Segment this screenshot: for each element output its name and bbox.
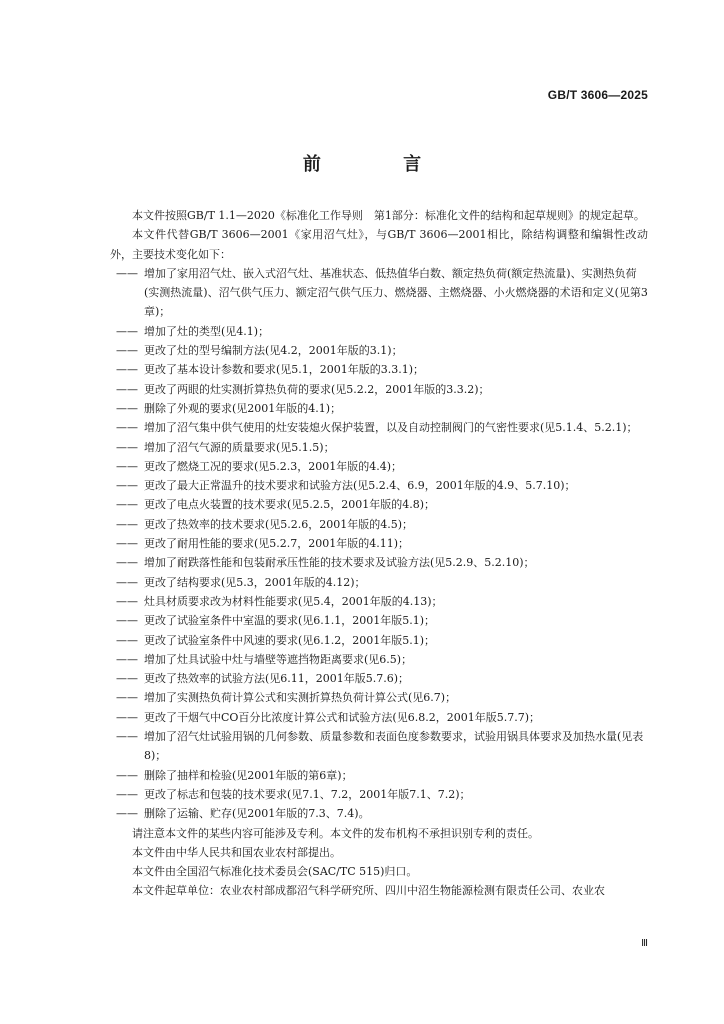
change-list-item — [116, 534, 648, 553]
change-text: 增加了灶具试验中灶与墙壁等遮挡物距离要求(见6.5)； — [144, 652, 413, 666]
closing-paragraph: 本文件起草单位：农业农村部成都沼气科学研究所、四川中沼生物能源检测有限责任公司、农业农 — [132, 884, 605, 898]
change-text: 更改了试验室条件中风速的要求(见6.1.2，2001年版5.1)； — [144, 633, 436, 647]
change-text: 更改了干烟气中CO百分比浓度计算公式和试验方法(见6.8.2，2001年版5.7.7)； — [144, 710, 540, 724]
change-text: 增加了沼气气源的质量要求(见5.1.5)； — [144, 440, 335, 454]
list-dash: —— — [116, 479, 138, 493]
change-list-item — [116, 553, 648, 572]
change-list-item — [116, 476, 648, 495]
list-dash: —— — [116, 594, 138, 608]
list-dash: —— — [116, 537, 138, 551]
change-text: 增加了灶的类型(见4.1)； — [144, 324, 270, 338]
change-text: 更改了燃烧工况的要求(见5.2.3，2001年版的4.4)； — [144, 459, 403, 473]
closing-paragraph: 本文件由全国沼气标准化技术委员会(SAC/TC 515)归口。 — [132, 865, 418, 879]
change-list-item — [116, 399, 648, 418]
change-text: 更改了结构要求(见5.3，2001年版的4.12)； — [144, 575, 366, 589]
change-list-item — [116, 438, 648, 457]
change-text: 更改了标志和包装的技术要求(见7.1、7.2，2001年版7.1、7.2)； — [144, 787, 471, 801]
change-text: 更改了电点火装置的技术要求(见5.2.5，2001年版的4.8)； — [144, 498, 436, 512]
change-list-item — [116, 804, 648, 823]
change-list-item — [116, 727, 648, 766]
change-list-item — [116, 688, 648, 707]
change-text: 增加了耐跌落性能和包装耐承压性能的技术要求及试验方法(见5.2.9、5.2.10)； — [144, 556, 535, 570]
change-list-item — [116, 264, 648, 322]
list-dash: —— — [116, 633, 138, 647]
list-dash: —— — [116, 556, 138, 570]
list-dash: —— — [116, 266, 138, 280]
list-dash: —— — [116, 672, 138, 686]
change-text: 更改了两眼的灶实测折算热负荷的要求(见5.2.2，2001年版的3.3.2)； — [144, 382, 490, 396]
change-list-item — [116, 669, 648, 688]
change-list-item — [116, 785, 648, 804]
closing-paragraph: 本文件由中华人民共和国农业农村部提出。 — [132, 845, 341, 859]
change-text: 增加了沼气灶试验用锅的几何参数、质量参数和表面色度参数要求，试验用锅具体要求及加热水量(见表8)； — [144, 730, 644, 763]
change-list-item — [116, 380, 648, 399]
change-list-item — [116, 631, 648, 650]
list-dash: —— — [116, 440, 138, 454]
change-list-item — [116, 592, 648, 611]
change-list-item — [116, 360, 648, 379]
change-list-item — [116, 341, 648, 360]
change-list-item — [116, 611, 648, 630]
list-dash: —— — [116, 382, 138, 396]
change-list-item — [116, 650, 648, 669]
list-dash: —— — [116, 498, 138, 512]
page-title: 前 言 — [302, 154, 460, 175]
list-dash: —— — [116, 807, 138, 821]
change-text: 更改了热效率的试验方法(见6.11，2001年版5.7.6)； — [144, 672, 410, 686]
change-text: 更改了基本设计参数和要求(见5.1，2001年版的3.3.1)； — [144, 363, 425, 377]
list-dash: —— — [116, 363, 138, 377]
change-text: 删除了外观的要求(见2001年版的4.1)； — [144, 401, 342, 415]
list-dash: —— — [116, 401, 138, 415]
list-dash: —— — [116, 691, 138, 705]
change-text: 更改了试验室条件中室温的要求(见6.1.1，2001年版5.1)； — [144, 614, 436, 628]
change-text: 更改了耐用性能的要求(见5.2.7，2001年版的4.11)； — [144, 537, 410, 551]
list-dash: —— — [116, 710, 138, 724]
list-dash: —— — [116, 517, 138, 531]
change-text: 灶具材质要求改为材料性能要求(见5.4，2001年版的4.13)； — [144, 594, 443, 608]
intro-paragraph: 本文件代替GB/T 3606—2001《家用沼气灶》，与GB/T 3606—2001相比，除结构调整和编辑性改动外，主要技术变化如下： — [110, 228, 648, 261]
list-dash: —— — [116, 344, 138, 358]
change-list-item — [116, 457, 648, 476]
standard-code: GB/T 3606—2025 — [547, 88, 648, 102]
list-dash: —— — [116, 787, 138, 801]
change-text: 更改了灶的型号编制方法(见4.2，2001年版的3.1)； — [144, 344, 403, 358]
change-text: 更改了最大正常温升的技术要求和试验方法(见5.2.4、6.9，2001年版的4.9、5.7.10)； — [144, 479, 576, 493]
changes-list — [110, 264, 648, 824]
change-text: 增加了沼气集中供气使用的灶安装熄火保护装置，以及自动控制阀门的气密性要求(见5.1.4、5.2.1)； — [144, 421, 638, 435]
change-list-item — [116, 495, 648, 514]
change-text: 增加了实测热负荷计算公式和实测折算热负荷计算公式(见6.7)； — [144, 691, 457, 705]
intro-paragraph: 本文件按照GB/T 1.1—2020《标准化工作导则 第1部分：标准化文件的结构和起草规则》的规定起草。 — [132, 209, 645, 222]
page-number: Ⅲ — [641, 938, 648, 949]
change-list-item — [116, 322, 648, 341]
change-list-item — [116, 573, 648, 592]
list-dash: —— — [116, 652, 138, 666]
change-text: 删除了运输、贮存(见2001年版的7.3、7.4)。 — [144, 807, 370, 821]
document-body — [110, 206, 648, 901]
change-list-item — [116, 515, 648, 534]
list-dash: —— — [116, 575, 138, 589]
closing-paragraph: 请注意本文件的某些内容可能涉及专利。本文件的发布机构不承担识别专利的责任。 — [132, 826, 539, 840]
change-list-item — [116, 766, 648, 785]
list-dash: —— — [116, 324, 138, 338]
change-list-item — [116, 708, 648, 727]
change-list-item — [116, 418, 648, 437]
list-dash: —— — [116, 730, 138, 744]
change-text: 增加了家用沼气灶、嵌入式沼气灶、基准状态、低热值华白数、额定热负荷(额定热流量)、实测热负荷(实测热流量)、沼气供气压力、额定沼气供气压力、燃烧器、主燃烧器、小火燃烧器的术语和定义(见第3章)； — [144, 266, 648, 319]
list-dash: —— — [116, 421, 138, 435]
list-dash: —— — [116, 768, 138, 782]
list-dash: —— — [116, 459, 138, 473]
change-text: 删除了抽样和检验(见2001年版的第6章)； — [144, 768, 353, 782]
change-text: 更改了热效率的技术要求(见5.2.6，2001年版的4.5)； — [144, 517, 414, 531]
list-dash: —— — [116, 614, 138, 628]
